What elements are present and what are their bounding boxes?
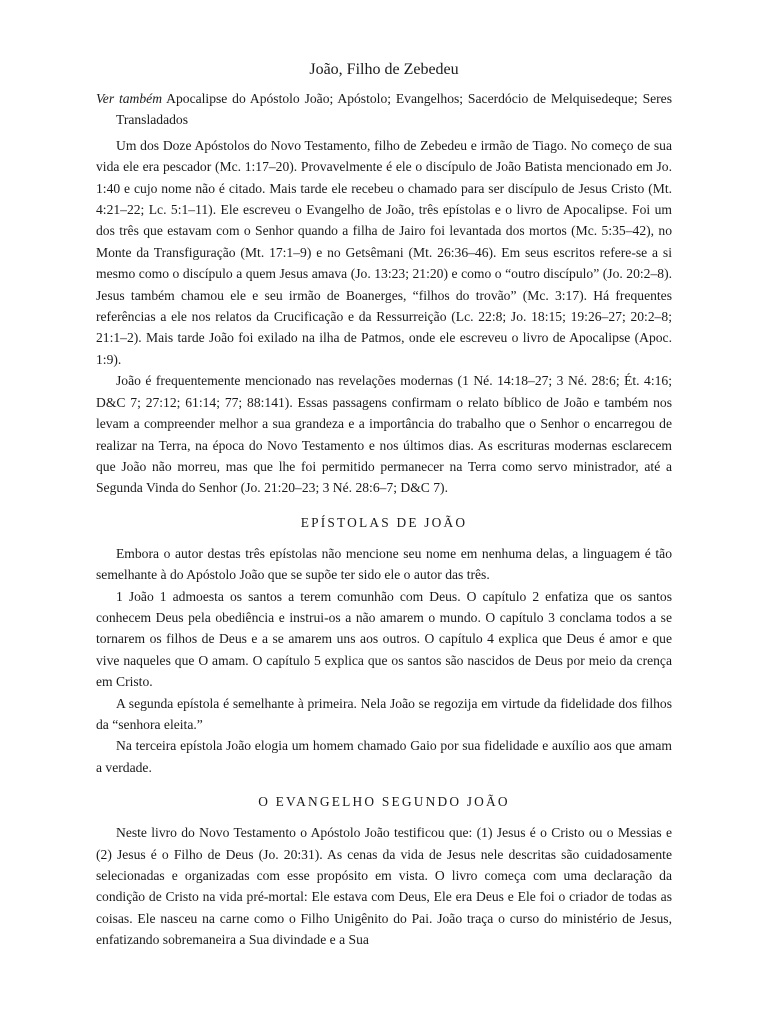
section-heading-gospel: O EVANGELHO SEGUNDO JOÃO: [258, 794, 510, 810]
epistles-paragraph: A segunda epístola é semelhante à primeira. Nela João se regozija em virtude da fidelidade dos filhos da “senhora eleita.”: [96, 695, 672, 732]
see-also-note: [96, 88, 672, 131]
epistles-paragraph: 1 João 1 admoesta os santos a terem comunhão com Deus. O capítulo 2 enfatiza que os santos conhecem Deus pela obediência e instrui-os a não amarem o mundo. O capítulo 3 conclama todos a se tornarem os filhos de Deus e a se amarem uns aos outros. O capítulo 4 explica que Deus é amor e que vive naqueles que O amam. O capítulo 5 explica que os santos são nascidos de Deus por meio da crença em Cristo.: [96, 588, 672, 690]
page-title: João, Filho de Zebedeu: [309, 61, 459, 78]
epistles-paragraph: Embora o autor destas três epístolas não mencione seu nome em nenhuma delas, a linguagem é tão semelhante à do Apóstolo João que se supõe ter sido ele o autor das três.: [96, 545, 672, 583]
gospel-paragraph: Neste livro do Novo Testamento o Apóstolo João testificou que: (1) Jesus é o Cristo ou o Messias e (2) Jesus é o Filho de Deus (Jo. 20:31). As cenas da vida de Jesus nele descritas são cuidadosamente selecionadas e organizadas com esse propósito em vista. O livro começa com uma declaração da condição de Cristo na vida pré-mortal: Ele estava com Deus, Ele era Deus e Ele foi o criador de todas as coisas. Ele nasceu na carne como o Filho Unigênito do Pai. João traça o curso do ministério de Jesus, enfatizando sobremaneira a Sua divindade e a Sua: [96, 825, 672, 948]
intro-paragraph: João é frequentemente mencionado nas revelações modernas (1 Né. 14:18–27; 3 Né. 28:6; Ét. 4:16; D&C 7; 27:12; 61:14; 77; 88:141). Essas passagens confirmam o relato bíblico de João e também nos levam a compreender melhor a sua grandeza e a importância do trabalho que o Senhor o encarregou de realizar na Terra, na época do Novo Testamento e nos últimos dias. As escrituras modernas esclarecem que João não morreu, mas que lhe foi permitido permanecer na Terra como servo ministrador, até a Segunda Vinda do Senhor (Jo. 21:20–23; 3 Né. 28:6–7; D&C 7).: [96, 373, 672, 496]
see-also-text: Apocalipse do Apóstolo João; Apóstolo; Evangelhos; Sacerdócio de Melquisedeque; Seres Transladados: [116, 91, 673, 128]
intro-paragraph: Um dos Doze Apóstolos do Novo Testamento, filho de Zebedeu e irmão de Tiago. No começo de sua vida ele era pescador (Mc. 1:17–20). Provavelmente é ele o discípulo de João Batista mencionado em Jo. 1:40 e cujo nome não é citado. Mais tarde ele recebeu o chamado para ser discípulo de Jesus Cristo (Mt. 4:21–22; Lc. 5:1–11). Ele escreveu o Evangelho de João, três epístolas e o livro de Apocalipse. Foi um dos três que estavam com o Senhor quando a filha de Jairo foi levantada dos mortos (Mc. 5:35–42), no Monte da Transfiguração (Mt. 17:1–9) e no Getsêmani (Mt. 26:36–46). Em seus escritos refere-se a si mesmo como o discípulo a quem Jesus amava (Jo. 13:23; 21:20) e como o “outro discípulo” (Jo. 20:2–8). Jesus também chamou ele e seu irmão de Boanerges, “filhos do trovão” (Mc. 3:17). Há frequentes referências a ele nos relatos da Crucificação e da Ressurreição (Lc. 22:8; Jo. 18:15; 19:26–27; 20:2–8; 21:1–2). Mais tarde João foi exilado na ilha de Patmos, onde ele escreveu o livro de Apocalipse (Apoc. 1:9).: [96, 137, 672, 367]
document-page: [96, 58, 672, 951]
see-also-label: Ver também: [96, 91, 163, 106]
epistles-paragraph: Na terceira epístola João elogia um homem chamado Gaio por sua fidelidade e auxílio aos que amam a verdade.: [96, 738, 672, 775]
section-heading-epistles: EPÍSTOLAS DE JOÃO: [300, 514, 468, 530]
